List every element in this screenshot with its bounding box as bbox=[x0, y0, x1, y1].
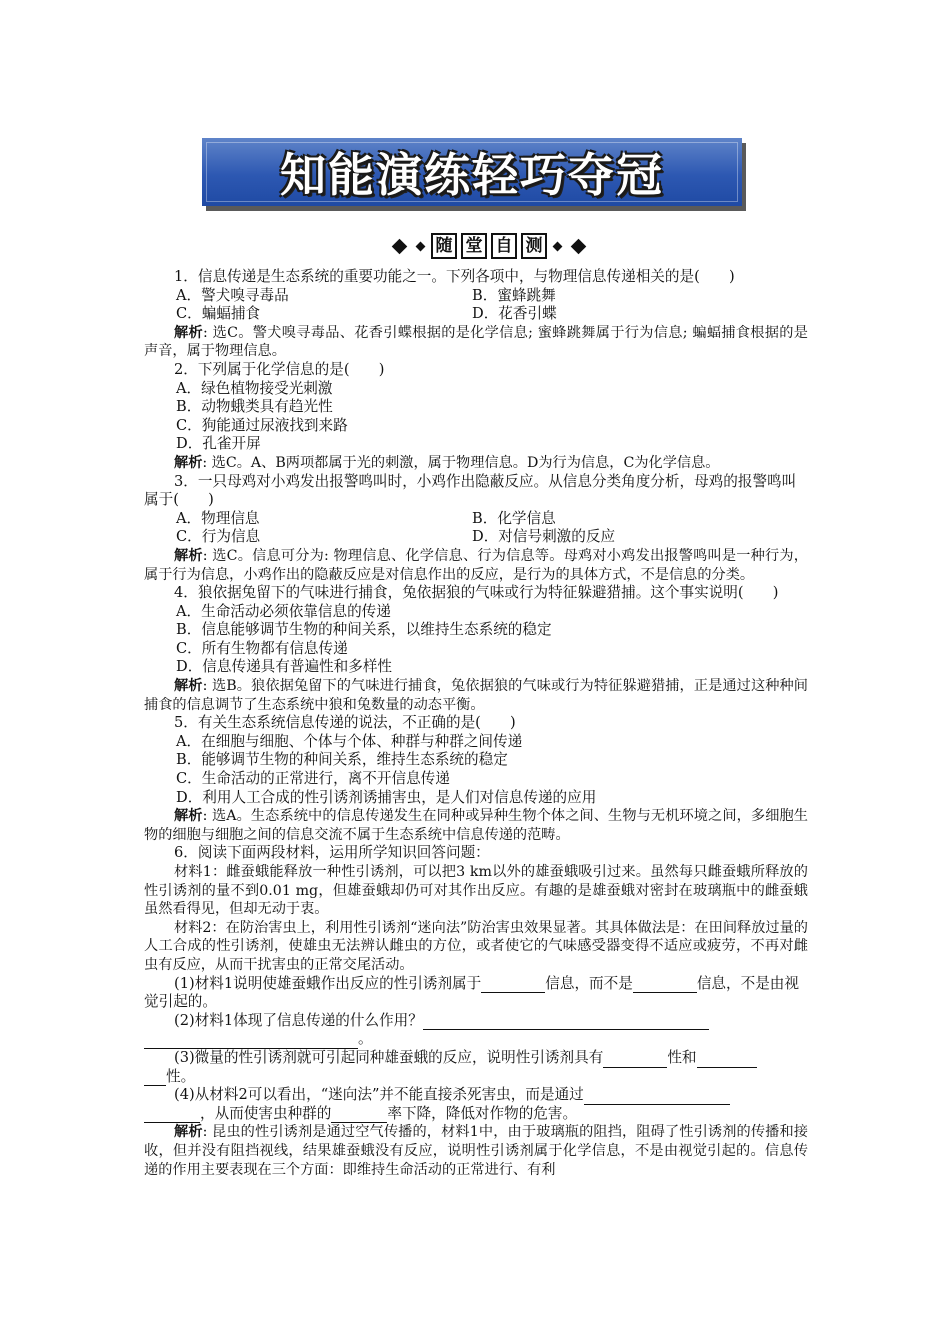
question-2-stem: 2．下列属于化学信息的是( ) bbox=[174, 360, 385, 378]
sub-question-3 bbox=[144, 1049, 808, 1086]
sub-question-2 bbox=[144, 1012, 808, 1049]
question-3-stem: 3．一只母鸡对小鸡发出报警鸣叫时，小鸡作出隐蔽反应。从信息分类角度分析，母鸡的报警鸣叫属于( ) bbox=[144, 472, 797, 509]
diamond-icon bbox=[571, 238, 587, 254]
sub-question-text: (2)材料1体现了信息传递的什么作用？ bbox=[174, 1011, 423, 1029]
sub-question-text: 性。 bbox=[166, 1067, 196, 1085]
option: A．物理信息 bbox=[176, 509, 260, 527]
question-4-stem: 4．狼依据兔留下的气味进行捕食，兔依据狼的气味或行为特征躲避猎捕。这个事实说明( ) bbox=[174, 584, 779, 602]
sub-question-text: (1)材料1说明使雄蚕蛾作出反应的性引诱剂属于 bbox=[174, 974, 482, 992]
material-2: 材料2：在防治害虫上，利用性引诱剂“迷向法”防治害虫效果显著。其具体做法是：在田间释放过量的人工合成的性引诱剂，使雄虫无法辨认雌虫的方位，或者使它的气味感受器变得不适应或疲劳，不再对雌虫有反应，从而干扰害虫的正常交尾活动。 bbox=[144, 919, 808, 973]
question-3-options-row bbox=[144, 510, 808, 529]
banner-panel bbox=[202, 138, 742, 206]
answer-blank[interactable] bbox=[144, 1070, 166, 1086]
question-4-analysis bbox=[144, 677, 808, 714]
option: D．孔雀开屏 bbox=[176, 435, 261, 453]
analysis-label: 解析 bbox=[174, 678, 203, 695]
answer-blank[interactable] bbox=[481, 977, 545, 993]
sub-question-text: 信息，不是由视觉引起的。 bbox=[144, 974, 799, 1011]
question-2-analysis bbox=[144, 454, 808, 473]
answer-blank[interactable] bbox=[633, 977, 697, 993]
option: B．信息能够调节生物的种间关系，以维持生态系统的稳定 bbox=[176, 621, 552, 639]
analysis-label: 解析 bbox=[174, 454, 203, 471]
analysis-label: 解析 bbox=[174, 1124, 203, 1141]
small-diamond-icon bbox=[553, 241, 563, 251]
option: B．能够调节生物的种间关系，维持生态系统的稳定 bbox=[176, 751, 508, 769]
question-3-analysis bbox=[144, 547, 808, 584]
section-heading bbox=[389, 233, 589, 259]
option: A．绿色植物接受光刺激 bbox=[176, 379, 333, 397]
question-1-stem: 1．信息传递是生态系统的重要功能之一。下列各项中，与物理信息传递相关的是( ) bbox=[174, 268, 735, 285]
section-char: 堂 bbox=[461, 233, 487, 259]
answer-blank[interactable] bbox=[603, 1052, 667, 1068]
option: C．蝙蝠捕食 bbox=[176, 305, 261, 323]
small-diamond-icon bbox=[416, 241, 426, 251]
option: D．对信号刺激的反应 bbox=[472, 528, 616, 546]
sub-question-text: 率下降，降低对作物的危害。 bbox=[387, 1104, 578, 1122]
option: C．所有生物都有信息传递 bbox=[176, 639, 348, 657]
question-6-stem: 6．阅读下面两段材料，运用所学知识回答问题： bbox=[174, 844, 490, 862]
title-banner bbox=[202, 138, 746, 212]
section-char: 随 bbox=[431, 233, 457, 259]
question-3-options-row bbox=[144, 528, 808, 547]
question-6-analysis bbox=[144, 1123, 808, 1179]
option: B．动物蛾类具有趋光性 bbox=[176, 398, 333, 416]
sub-question-text: 。 bbox=[358, 1030, 373, 1048]
sub-question-text: (3)微量的性引诱剂就可引起同种雄蚕蛾的反应，说明性引诱剂具有 bbox=[174, 1048, 604, 1066]
option: B．化学信息 bbox=[472, 509, 556, 527]
option: C．狗能通过尿液找到来路 bbox=[176, 416, 348, 434]
section-char: 自 bbox=[491, 233, 517, 259]
analysis-label: 解析 bbox=[174, 324, 203, 341]
question-1-options-row bbox=[144, 305, 808, 324]
answer-blank[interactable] bbox=[144, 1033, 358, 1049]
diamond-icon bbox=[392, 238, 408, 254]
analysis-text: : 昆虫的性引诱剂是通过空气传播的，材料1中，由于玻璃瓶的阻挡，阻碍了性引诱剂的传播和接收，但并没有阻挡视线，结果雄蚕蛾没有反应，说明性引诱剂属于化学信息，不是由视觉引起的。信息传递的作用主要表现在三个方面：即维持生命活动的正常进行、有利 bbox=[144, 1124, 808, 1178]
sub-question-text: 性和 bbox=[667, 1048, 697, 1066]
answer-blank[interactable] bbox=[697, 1052, 757, 1068]
option: B．蜜蜂跳舞 bbox=[472, 286, 556, 304]
section-char: 测 bbox=[521, 233, 547, 259]
banner-title: 知能演练轻巧夺冠 bbox=[280, 148, 664, 202]
question-1-options-row bbox=[144, 287, 808, 306]
analysis-text: : 选C。警犬嗅寻毒品、花香引蝶根据的是化学信息; 蜜蜂跳舞属于行为信息; 蝙蝠捕食根据的是声音，属于物理信息。 bbox=[144, 324, 808, 360]
sub-question-1 bbox=[144, 975, 808, 1012]
answer-blank[interactable] bbox=[423, 1014, 709, 1030]
option: D．利用人工合成的性引诱剂诱捕害虫，是人们对信息传递的应用 bbox=[176, 788, 597, 806]
analysis-text: : 选C。A、B两项都属于光的刺激，属于物理信息。D为行为信息，C为化学信息。 bbox=[202, 454, 720, 471]
material-1: 材料1：雌蚕蛾能释放一种性引诱剂，可以把3 km以外的雄蚕蛾吸引过来。虽然每只雌蚕蛾所释放的性引诱剂的量不到0.01 mg，但雄蚕蛾却仍可对其作出反应。有趣的是雄蚕蛾对密封在玻璃瓶中的雌蚕蛾虽然看得见，但却无动于衷。 bbox=[144, 864, 808, 918]
question-1-analysis bbox=[144, 324, 808, 361]
sub-question-4 bbox=[144, 1086, 808, 1123]
sub-question-text: (4)从材料2可以看出，“迷向法”并不能直接杀死害虫，而是通过 bbox=[174, 1086, 584, 1104]
analysis-label: 解析 bbox=[174, 808, 203, 825]
question-5-analysis bbox=[144, 807, 808, 844]
question-5-stem: 5．有关生态系统信息传递的说法，不正确的是( ) bbox=[174, 714, 516, 732]
option: D．信息传递具有普遍性和多样性 bbox=[176, 658, 393, 676]
analysis-text: : 选C。信息可分为: 物理信息、化学信息、行为信息等。母鸡对小鸡发出报警鸣叫是一种行为，属于行为信息，小鸡作出的隐蔽反应是对信息作出的反应，是行为的具体方式，不是信息的分类。 bbox=[144, 547, 808, 583]
sub-question-text: ，从而使害虫种群的 bbox=[200, 1104, 332, 1122]
answer-blank[interactable] bbox=[584, 1089, 730, 1105]
sub-question-text: 信息，而不是 bbox=[545, 974, 633, 992]
answer-blank[interactable] bbox=[144, 1107, 200, 1123]
questions bbox=[144, 268, 808, 1179]
option: C．行为信息 bbox=[176, 528, 261, 546]
option: A．警犬嗅寻毒品 bbox=[176, 286, 289, 304]
option: C．生命活动的正常进行，离不开信息传递 bbox=[176, 770, 450, 788]
analysis-text: : 选A。生态系统中的信息传递发生在同种或异种生物个体之间、生物与无机环境之间，多细胞生物的细胞与细胞之间的信息交流不属于生态系统中信息传递的范畴。 bbox=[144, 808, 808, 843]
option: A．生命活动必须依靠信息的传递 bbox=[176, 602, 391, 620]
option: A．在细胞与细胞、个体与个体、种群与种群之间传递 bbox=[176, 732, 523, 750]
answer-blank[interactable] bbox=[331, 1107, 387, 1123]
analysis-text: : 选B。狼依据兔留下的气味进行捕食，兔依据狼的气味或行为特征躲避猎捕，正是通过这种种间捕食的信息调节了生态系统中狼和兔数量的动态平衡。 bbox=[144, 678, 808, 713]
option: D．花香引蝶 bbox=[472, 305, 557, 323]
analysis-label: 解析 bbox=[174, 547, 203, 564]
